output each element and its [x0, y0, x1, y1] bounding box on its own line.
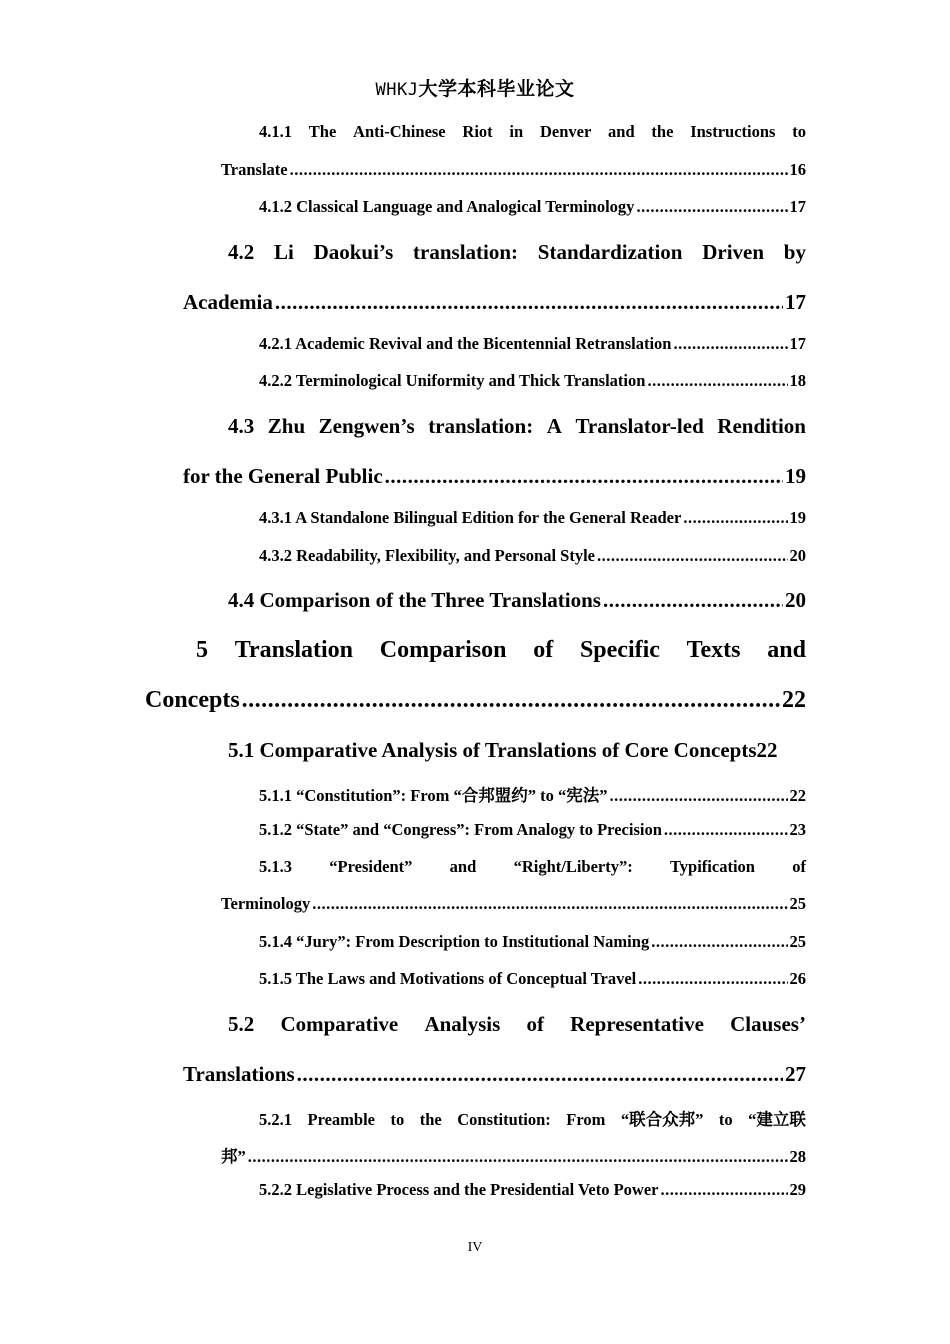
toc-entry-word: and [608, 122, 635, 141]
toc-entry-title: 4.2.1 Academic Revival and the Bicentennial Retranslation [259, 334, 672, 353]
toc-page-number: 22 [789, 786, 806, 805]
toc-entry-h2[interactable] [228, 414, 806, 439]
toc-entry-word: “Right/Liberty”: [513, 857, 633, 876]
toc-entry-title: for the General Public [183, 464, 383, 488]
toc-entry-h2[interactable] [183, 464, 806, 489]
toc-page-number: 20 [789, 546, 806, 565]
header-latin: WHKJ [375, 80, 419, 100]
dot-leader [297, 1062, 783, 1087]
toc-entry-title: 4.2.2 Terminological Uniformity and Thick Translation [259, 371, 646, 390]
toc-entry-h3[interactable] [259, 122, 806, 142]
dot-leader [609, 786, 787, 806]
toc-entry-word: From [566, 1110, 606, 1129]
toc-entry-word: Anti-Chinese [353, 122, 446, 141]
toc-entry-word: Clauses’ [730, 1012, 806, 1036]
toc-entry-h3[interactable] [259, 371, 806, 391]
dot-leader [242, 687, 780, 714]
toc-entry-title: Academia [183, 290, 273, 314]
toc-entry-word: Driven [702, 240, 765, 264]
toc-entry-h1[interactable] [196, 637, 806, 664]
toc-entry-word: Texts [686, 637, 741, 663]
toc-entry-title: 5.1 Comparative Analysis of Translations of Core Concepts22 [228, 738, 778, 762]
header-title: 大学本科毕业论文 [418, 78, 575, 100]
dot-leader [385, 464, 783, 489]
toc-entry-word: and [767, 637, 806, 663]
toc-entry-word: Specific [579, 637, 660, 663]
toc-entry-h3[interactable] [259, 334, 806, 354]
toc-entry-title: 5.1.1 “Constitution”: From “合邦盟约” to “宪法” [259, 786, 608, 805]
toc-entry-word: Instructions [690, 122, 776, 141]
toc-entry-title: 5.1.4 “Jury”: From Description to Institutional Naming [259, 932, 650, 951]
toc-page-number: 29 [789, 1180, 806, 1199]
toc-entry-h3[interactable] [259, 546, 806, 566]
toc-page-number: 17 [789, 197, 806, 216]
dot-leader [683, 508, 787, 528]
toc-entry-word: Standardization [537, 240, 683, 264]
toc-entry-word: in [509, 122, 524, 141]
toc-entry-h3[interactable] [221, 160, 806, 180]
toc-entry-word: Comparative [280, 1012, 399, 1036]
dot-leader [636, 197, 787, 217]
toc-entry-word: 4.3 [228, 414, 255, 438]
toc-entry-word: Typification [670, 857, 755, 876]
toc-entry-h3[interactable] [259, 1106, 806, 1130]
dot-leader [673, 334, 787, 354]
toc-page-number: 26 [789, 969, 806, 988]
toc-entry-word: Translation [234, 637, 353, 663]
toc-entry-h3[interactable] [221, 894, 806, 914]
toc-entry-title: 邦” [221, 1147, 246, 1166]
toc-entry-title: Translations [183, 1062, 295, 1086]
toc-entry-word: 5 [196, 637, 208, 663]
toc-entry-h3[interactable] [259, 969, 806, 989]
toc-entry-word: Translator-led [575, 414, 704, 438]
toc-entry-word: Daokui’s [313, 240, 394, 264]
toc-entry-title: Translate [221, 160, 288, 179]
toc-entry-h3[interactable] [259, 857, 806, 877]
toc-entry-h3[interactable] [259, 197, 806, 217]
toc-entry-title: 5.1.5 The Laws and Motivations of Conceptual Travel [259, 969, 637, 988]
dot-leader [248, 1147, 788, 1167]
toc-entry-word: Representative [570, 1012, 704, 1036]
page-number: IV [467, 1240, 483, 1255]
dot-leader [597, 546, 788, 566]
toc-entry-word: Preamble [307, 1110, 376, 1129]
toc-entry-title: 5.2.2 Legislative Process and the Presidential Veto Power [259, 1180, 659, 1199]
toc-entry-title: 5.1.2 “State” and “Congress”: From Analogy to Precision [259, 820, 662, 839]
toc-entry-title: Terminology [221, 894, 311, 913]
toc-entry-h2[interactable] [228, 240, 806, 265]
toc-entry-h3[interactable] [259, 932, 806, 952]
toc-page-number: 27 [785, 1062, 806, 1086]
toc-entry-word: 4.1.1 [259, 122, 292, 141]
toc-page-number: 17 [785, 290, 806, 314]
toc-entry-word: “联合众邦” [620, 1110, 704, 1129]
toc-entry-word: to [390, 1110, 405, 1129]
toc-entry-word: 5.2 [228, 1012, 255, 1036]
toc-entry-word: “建立联 [748, 1110, 806, 1129]
toc-entry-title: 4.3.2 Readability, Flexibility, and Personal Style [259, 546, 595, 565]
toc-entry-word: of [533, 637, 554, 663]
dot-leader [290, 160, 788, 180]
toc-page-number: 25 [789, 932, 806, 951]
dot-leader [603, 588, 783, 613]
toc-entry-word: the [651, 122, 674, 141]
toc-entry-word: 4.2 [228, 240, 255, 264]
toc-entry-title: 4.3.1 A Standalone Bilingual Edition for the General Reader [259, 508, 682, 527]
toc-entry-h3[interactable] [259, 820, 806, 840]
dot-leader [651, 932, 787, 952]
toc-entry-word: translation: [413, 240, 519, 264]
toc-entry-h1[interactable] [145, 687, 806, 714]
toc-entry-h2[interactable] [228, 1012, 806, 1037]
toc-page-number: 20 [785, 588, 806, 612]
toc-page-number: 18 [789, 371, 806, 390]
dot-leader [660, 1180, 787, 1200]
toc-page-number: 19 [785, 464, 806, 488]
toc-entry-h3[interactable] [259, 1180, 806, 1200]
toc-entry-word: to [718, 1110, 733, 1129]
toc-entry-word: to [792, 122, 806, 141]
toc-entry-word: Analysis [424, 1012, 501, 1036]
toc-entry-word: and [449, 857, 477, 876]
toc-entry-h3[interactable] [259, 782, 806, 806]
toc-entry-word: “President” [329, 857, 413, 876]
toc-entry-h2[interactable] [183, 1062, 806, 1087]
toc-entry-word: Riot [462, 122, 493, 141]
toc-entry-h2[interactable] [183, 290, 806, 315]
toc-page-number: 22 [782, 687, 806, 713]
toc-entry-word: 5.2.1 [259, 1110, 292, 1129]
toc-entry-word: of [792, 857, 806, 876]
dot-leader [638, 969, 787, 989]
toc-entry-title: 4.4 Comparison of the Three Translations [228, 588, 601, 612]
dot-leader [664, 820, 788, 840]
toc-entry-word: Denver [539, 122, 592, 141]
dot-leader [275, 290, 783, 315]
toc-entry-word: Zhu [267, 414, 306, 438]
toc-entry-word: Li [273, 240, 294, 264]
toc-entry-h2[interactable] [228, 738, 811, 763]
toc-page-number: 17 [789, 334, 806, 353]
toc-entry-word: by [783, 240, 806, 264]
toc-entry-h3[interactable] [259, 508, 806, 528]
toc-entry-word: Rendition [717, 414, 806, 438]
toc-page-number: 19 [789, 508, 806, 527]
toc-entry-word: Zengwen’s [318, 414, 415, 438]
toc-entry-word: Comparison [379, 637, 507, 663]
dot-leader [312, 894, 787, 914]
toc-page-number: 23 [789, 820, 806, 839]
toc-entry-word: the [419, 1110, 442, 1129]
toc-page-number: 25 [789, 894, 806, 913]
toc-entry-title: 4.1.2 Classical Language and Analogical Terminology [259, 197, 635, 216]
toc-entry-word: of [526, 1012, 544, 1036]
toc-page-number: 28 [789, 1147, 806, 1166]
toc-entry-h3[interactable] [221, 1143, 806, 1167]
toc-entry-word: translation: [428, 414, 534, 438]
toc-entry-word: 5.1.3 [259, 857, 292, 876]
toc-entry-word: The [308, 122, 337, 141]
toc-entry-h2[interactable] [228, 588, 806, 613]
toc-entry-word: Constitution: [457, 1110, 551, 1129]
toc-entry-title: Concepts [145, 687, 240, 713]
toc-entry-word: A [546, 414, 562, 438]
dot-leader [647, 371, 787, 391]
toc-page-number: 16 [789, 160, 806, 179]
